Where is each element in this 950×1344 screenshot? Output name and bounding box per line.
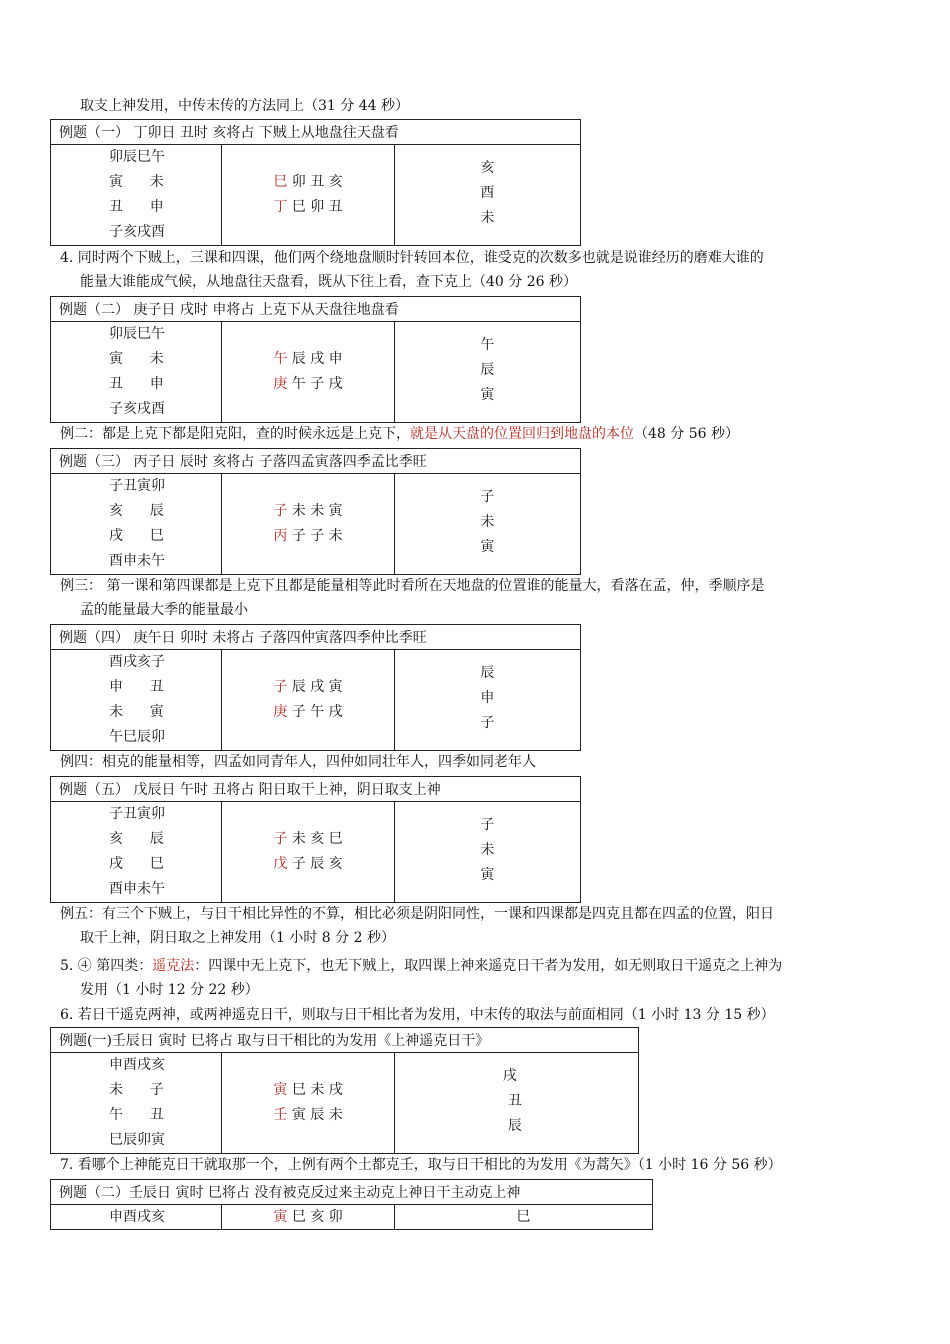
transmission: 子	[480, 489, 495, 505]
transmission: 寅	[480, 387, 495, 403]
transmission: 午	[480, 337, 495, 353]
earth-plate-row: 丑 申	[109, 376, 164, 392]
intro-line: 取支上神发用，中传末传的方法同上（31 分 44 秒）	[80, 98, 409, 114]
note-4-line1: 4. 同时两个下贼上，三课和四课，他们两个绕地盘顺时针转回本位，谁受克的次数多也就是说谁经历的磨难大谁的	[60, 250, 764, 266]
four-lessons-row	[222, 172, 393, 192]
earth-plate-row: 未 子	[109, 1082, 164, 1098]
earth-plate-row: 子丑寅卯	[109, 478, 165, 494]
lesson-lead: 壬	[273, 1107, 288, 1123]
example-table-2	[50, 296, 581, 423]
example-2-note-a: 例二：都是上克下都是阳克阳，查的时候永远是上克下，	[60, 426, 410, 442]
transmission: 申	[480, 690, 495, 706]
lesson-rest: 子 子 未	[291, 528, 343, 544]
earth-plate-row: 申酉戌亥	[109, 1057, 165, 1073]
example-table-1	[50, 119, 581, 246]
note-6: 6. 若日干遥克两神，或两神遥克日干，则取与日干相比者为发用，中末传的取法与前面相同（1 小时 13 分 15 秒）	[60, 1007, 775, 1023]
four-lessons-row	[222, 1105, 393, 1125]
example-header: 例题（四） 庚午日 卯时 未将占 子落四仲寅落四季仲比季旺	[51, 625, 581, 650]
example-header: 例题（二） 庚子日 戌时 申将占 上克下从天盘往地盘看	[51, 297, 581, 322]
lesson-rest: 辰 戌 寅	[291, 679, 343, 695]
lesson-rest: 巳 卯 丑	[291, 199, 343, 215]
four-lessons-row	[222, 197, 393, 217]
earth-plate-row: 寅 未	[109, 174, 164, 190]
earth-plate-row: 子亥戌酉	[109, 224, 165, 240]
example-table-7	[50, 1179, 653, 1230]
lesson-rest: 辰 戌 申	[291, 351, 343, 367]
lesson-lead: 戊	[273, 856, 288, 872]
lesson-lead: 子	[273, 503, 288, 519]
transmission: 寅	[480, 867, 495, 883]
note-5-line2: 发用（1 小时 12 分 22 秒）	[80, 982, 259, 998]
four-lessons-row	[222, 829, 393, 849]
lesson-lead: 寅	[273, 1209, 288, 1225]
lesson-rest: 午 子 戌	[291, 376, 343, 392]
transmission: 子	[480, 817, 495, 833]
earth-plate-row: 巳辰卯寅	[109, 1132, 165, 1148]
example-3-note-line2: 孟的能量最大季的能量最小	[80, 602, 248, 618]
example-table-4	[50, 624, 581, 751]
four-lessons-row	[222, 854, 393, 874]
four-lessons-row	[222, 501, 393, 521]
lesson-rest: 子 辰 亥	[291, 856, 343, 872]
four-lessons-row	[222, 374, 393, 394]
example-table-6	[50, 1027, 639, 1154]
earth-plate-row: 申 丑	[109, 679, 164, 695]
earth-plate-row: 未 寅	[109, 704, 164, 720]
earth-plate-row: 午巳辰卯	[109, 729, 165, 745]
earth-plate-row: 亥 辰	[109, 831, 164, 847]
earth-plate-row: 卯辰巳午	[109, 326, 165, 342]
transmission: 丑	[507, 1093, 522, 1109]
lesson-rest: 未 未 寅	[291, 503, 343, 519]
lesson-lead: 寅	[273, 1082, 288, 1098]
example-4-note: 例四：相克的能量相等，四孟如同青年人，四仲如同壮年人，四季如同老年人	[60, 754, 536, 770]
earth-plate-row: 午 丑	[109, 1107, 164, 1123]
earth-plate-row: 申酉戌亥	[109, 1209, 165, 1225]
earth-plate-row: 戌 巳	[109, 528, 164, 544]
earth-plate-row: 戌 巳	[109, 856, 164, 872]
lesson-rest: 子 午 戌	[291, 704, 343, 720]
four-lessons-row	[222, 1207, 393, 1227]
four-lessons-row	[222, 349, 393, 369]
earth-plate-row: 酉戌亥子	[109, 654, 165, 670]
example-header: 例题（五） 戊辰日 午时 丑将占 阳日取干上神，阴日取支上神	[51, 777, 581, 802]
lesson-lead: 子	[273, 679, 288, 695]
note-4-line2: 能量大谁能成气候，从地盘往天盘看，既从下往上看，查下克上（40 分 26 秒）	[80, 274, 577, 290]
transmission: 戌	[502, 1068, 517, 1084]
example-5-note-line1: 例五：有三个下贼上，与日干相比异性的不算，相比必须是阴阳同性，一课和四课都是四克且都在四孟的位置，阳日	[60, 906, 774, 922]
lesson-lead: 丙	[273, 528, 288, 544]
lesson-lead: 午	[273, 351, 288, 367]
example-2-note-highlight: 就是从天盘的位置回归到地盘的本位	[410, 426, 634, 442]
transmission: 辰	[480, 665, 495, 681]
four-lessons-row	[222, 526, 393, 546]
earth-plate-row: 卯辰巳午	[109, 149, 165, 165]
earth-plate-row: 亥 辰	[109, 503, 164, 519]
note-7: 7. 看哪个上神能克日干就取那一个，上例有两个土都克壬，取与日干相比的为发用《为蒿矢》（1 小时 16 分 56 秒）	[60, 1157, 782, 1173]
earth-plate-row: 酉申未午	[109, 553, 165, 569]
earth-plate-row: 子亥戌酉	[109, 401, 165, 417]
transmission: 辰	[480, 362, 495, 378]
lesson-lead: 子	[273, 831, 288, 847]
example-2-note	[60, 423, 739, 445]
note-5-line1	[60, 955, 782, 977]
example-5-note-line2: 取干上神，阴日取之上神发用（1 小时 8 分 2 秒）	[80, 930, 395, 946]
lesson-lead: 庚	[273, 376, 288, 392]
lesson-rest: 寅 辰 未	[291, 1107, 343, 1123]
example-header: 例题(一)壬辰日 寅时 巳将占 取与日干相比的为发用《上神遥克日干》	[51, 1028, 639, 1053]
example-table-3	[50, 448, 581, 575]
earth-plate-row: 酉申未午	[109, 881, 165, 897]
lesson-lead: 庚	[273, 704, 288, 720]
example-2-note-c: （48 分 56 秒）	[634, 426, 739, 442]
four-lessons-row	[222, 1080, 393, 1100]
four-lessons-row	[222, 677, 393, 697]
example-header: 例题（二）壬辰日 寅时 巳将占 没有被克反过来主动克上神日干主动克上神	[51, 1180, 653, 1205]
note-5-method: 遥克法	[152, 958, 195, 974]
example-table-5	[50, 776, 581, 903]
transmission: 巳	[516, 1209, 531, 1225]
lesson-rest: 巳 亥 卯	[291, 1209, 343, 1225]
transmission: 亥	[480, 160, 495, 176]
lesson-rest: 未 亥 巳	[291, 831, 343, 847]
transmission: 子	[480, 715, 495, 731]
example-3-note-line1: 例三： 第一课和第四课都是上克下且都是能量相等此时看所在天地盘的位置谁的能量大，看落在孟，仲，季顺序是	[60, 578, 765, 594]
earth-plate-row: 寅 未	[109, 351, 164, 367]
four-lessons-row	[222, 702, 393, 722]
note-5-body: ：四课中无上克下，也无下贼上，取四课上神来遥克日干者为发用，如无则取日干遥克之上神为	[194, 958, 783, 974]
transmission: 酉	[480, 185, 495, 201]
note-5-prefix: 5. ④ 第四类：	[60, 958, 153, 974]
lesson-lead: 丁	[273, 199, 288, 215]
transmission: 未	[480, 210, 495, 226]
transmission: 寅	[480, 539, 495, 555]
earth-plate-row: 子丑寅卯	[109, 806, 165, 822]
transmission: 辰	[507, 1118, 522, 1134]
transmission: 未	[480, 842, 495, 858]
example-header: 例题（一） 丁卯日 丑时 亥将占 下贼上从地盘往天盘看	[51, 120, 581, 145]
example-header: 例题（三） 丙子日 辰时 亥将占 子落四孟寅落四季孟比季旺	[51, 449, 581, 474]
transmission: 未	[480, 514, 495, 530]
lesson-rest: 卯 丑 亥	[291, 174, 343, 190]
lesson-lead: 巳	[273, 174, 288, 190]
earth-plate-row: 丑 申	[109, 199, 164, 215]
lesson-rest: 巳 未 戌	[291, 1082, 343, 1098]
